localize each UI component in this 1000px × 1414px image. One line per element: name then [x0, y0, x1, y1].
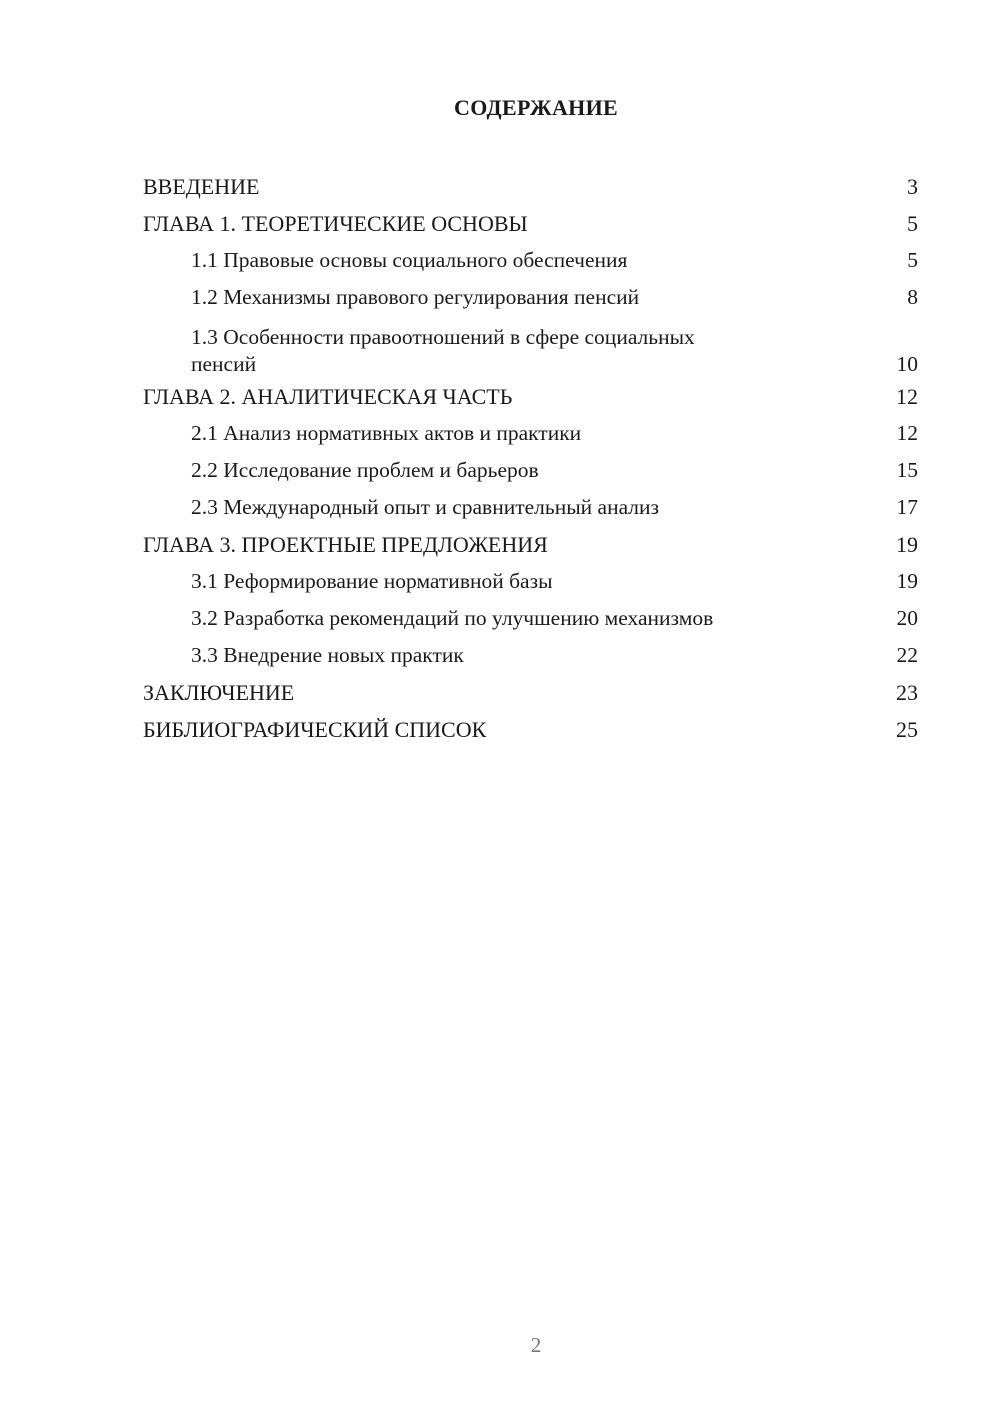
toc-entry-text: БИБЛИОГРАФИЧЕСКИЙ СПИСОК	[143, 717, 487, 742]
toc-entry-section-2-2[interactable]	[143, 452, 918, 489]
toc-entry-text: 2.1 Анализ нормативных актов и практики	[191, 421, 582, 445]
toc-entry-chapter-1[interactable]	[143, 205, 918, 242]
page-title: СОДЕРЖАНИЕ	[454, 95, 618, 120]
toc-entry-text: 1.3 Особенности правоотношений в сфере социальных пенсий	[191, 325, 695, 376]
toc-entry-section-3-3[interactable]	[143, 637, 918, 674]
toc-entry-text: 3.3 Внедрение новых практик	[191, 643, 464, 667]
page-number: 2	[530, 1333, 542, 1357]
toc-entry-section-2-1[interactable]	[143, 415, 918, 452]
toc-entry-section-1-1[interactable]	[143, 242, 918, 279]
toc-entry-chapter-3[interactable]	[143, 526, 918, 563]
toc-entry-text: ВВЕДЕНИЕ	[143, 174, 260, 199]
toc-entry-page: 5	[907, 211, 918, 236]
toc-entry-page: 3	[907, 174, 918, 199]
toc-entry-page: 5	[907, 248, 918, 272]
toc-entry-page: 22	[896, 643, 918, 667]
toc-entry-text: 3.1 Реформирование нормативной базы	[191, 569, 553, 593]
toc-entry-page: 19	[896, 569, 918, 593]
toc-entry-page: 17	[896, 495, 918, 519]
toc-entry-page: 23	[896, 680, 918, 705]
table-of-contents	[143, 168, 918, 748]
toc-entry-text: ГЛАВА 2. АНАЛИТИЧЕСКАЯ ЧАСТЬ	[143, 384, 513, 409]
toc-entry-page: 12	[896, 384, 918, 409]
toc-entry-section-3-1[interactable]	[143, 563, 918, 600]
toc-entry-text: 3.2 Разработка рекомендаций по улучшению механизмов	[191, 606, 714, 630]
toc-entry-conclusion[interactable]	[143, 674, 918, 711]
toc-entry-introduction[interactable]	[143, 168, 918, 205]
toc-entry-section-3-2[interactable]	[143, 600, 918, 637]
toc-entry-text: ГЛАВА 3. ПРОЕКТНЫЕ ПРЕДЛОЖЕНИЯ	[143, 532, 548, 557]
toc-entry-text: ГЛАВА 1. ТЕОРЕТИЧЕСКИЕ ОСНОВЫ	[143, 211, 528, 236]
toc-entry-text: 1.2 Механизмы правового регулирования пенсий	[191, 285, 640, 309]
toc-entry-section-2-3[interactable]	[143, 489, 918, 526]
toc-entry-page: 12	[896, 421, 918, 445]
toc-entry-page: 8	[907, 285, 918, 309]
toc-entry-text: 1.1 Правовые основы социального обеспечения	[191, 248, 628, 272]
toc-entry-page: 10	[896, 352, 918, 376]
toc-entry-section-1-3[interactable]	[143, 316, 918, 378]
toc-entry-bibliography[interactable]	[143, 711, 918, 748]
toc-entry-text: 2.2 Исследование проблем и барьеров	[191, 458, 539, 482]
toc-entry-chapter-2[interactable]	[143, 378, 918, 415]
toc-entry-page: 15	[896, 458, 918, 482]
toc-entry-section-1-2[interactable]	[143, 279, 918, 316]
toc-entry-page: 19	[896, 532, 918, 557]
toc-entry-text: 2.3 Международный опыт и сравнительный анализ	[191, 495, 660, 519]
toc-entry-text: ЗАКЛЮЧЕНИЕ	[143, 680, 295, 705]
toc-entry-page: 20	[896, 606, 918, 630]
toc-entry-page: 25	[896, 717, 918, 742]
